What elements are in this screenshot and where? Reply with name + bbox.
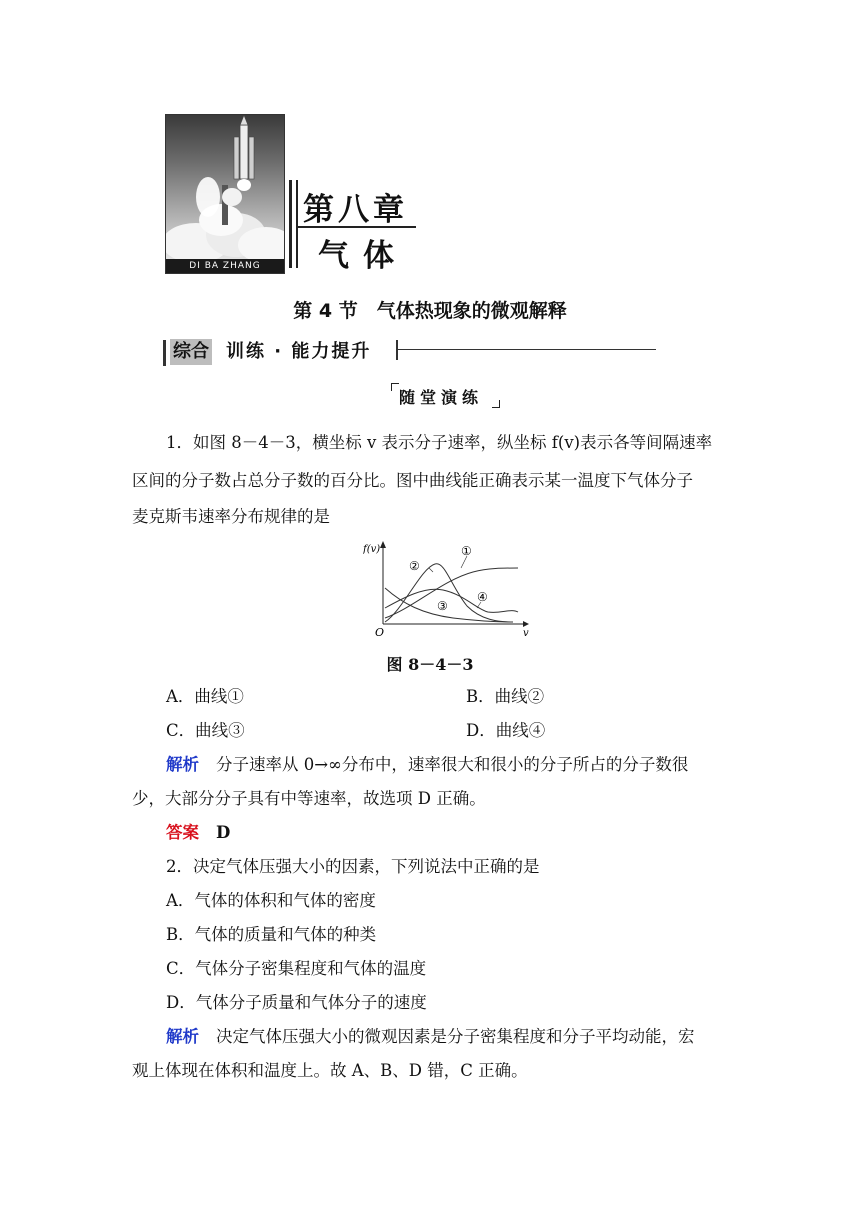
y-axis-label: f(v)	[363, 544, 381, 555]
q1-stem-line3: 麦克斯韦速率分布规律的是	[132, 507, 330, 526]
curve-3	[385, 588, 513, 622]
banner-text: 训练 · 能力提升	[226, 341, 372, 362]
banner-rule	[398, 349, 656, 350]
chapter-divider	[289, 180, 292, 268]
q1-stem-line2: 区间的分子数占总分子数的百分比。图中曲线能正确表示某一温度下气体分子	[132, 471, 693, 490]
q1-analysis-line2: 少，大部分分子具有中等速率，故选项 D 正确。	[132, 789, 486, 808]
chapter-title: 第八章	[303, 192, 408, 228]
q1-stem-line1: 1．如图 8－4－3，横坐标 v 表示分子速率，纵坐标 f(v)表示各等间隔速率	[166, 433, 713, 452]
y-axis-arrow	[380, 541, 386, 548]
q2-analysis-line1: 决定气体压强大小的微观因素是分子密集程度和分子平均动能，宏	[216, 1027, 695, 1046]
x-axis-arrow	[523, 621, 529, 627]
q1-option-d: D．曲线④	[466, 721, 546, 740]
rocket-launch-illustration	[166, 115, 284, 259]
q1-answer-label: 答案	[166, 823, 199, 842]
q2-option-c: C．气体分子密集程度和气体的温度	[166, 959, 427, 978]
curve-label-2: ②	[409, 559, 420, 573]
x-axis-label: v	[523, 628, 529, 639]
q1-analysis-line1: 分子速率从 0→∞分布中，速率很大和很小的分子所占的分子数很	[216, 755, 689, 774]
q2-stem: 2．决定气体压强大小的因素，下列说法中正确的是	[166, 857, 540, 876]
q2-option-d: D．气体分子质量和气体分子的速度	[166, 993, 427, 1012]
q1-option-c: C．曲线③	[166, 721, 245, 740]
curve-label-1: ①	[461, 544, 472, 558]
q1-option-a: A．曲线①	[166, 687, 244, 706]
chapter-divider	[296, 180, 298, 268]
speed-distribution-figure	[363, 538, 533, 642]
q1-analysis-label: 解析	[166, 755, 199, 774]
q2-option-a: A．气体的体积和气体的密度	[166, 891, 376, 910]
q2-option-b: B．气体的质量和气体的种类	[166, 925, 377, 944]
practice-label: 随堂演练	[399, 388, 484, 407]
q1-answer-value: D	[216, 823, 231, 842]
banner-rule-tick	[396, 340, 398, 360]
curve-4	[385, 589, 518, 612]
curve-label-3: ③	[437, 599, 448, 613]
q1-option-b: B．曲线②	[466, 687, 545, 706]
image-caption: DI BA ZHANG	[166, 259, 284, 273]
section-title: 第 4 节 气体热现象的微观解释	[293, 300, 567, 322]
q2-analysis-label: 解析	[166, 1027, 199, 1046]
curve-label-4: ④	[477, 590, 488, 604]
chapter-cover-image	[165, 114, 285, 274]
q2-analysis-line2: 观上体现在体积和温度上。故 A、B、D 错，C 正确。	[132, 1061, 528, 1080]
figure-caption: 图 8－4－3	[386, 655, 474, 674]
bracket-right	[492, 400, 500, 408]
banner-marker	[163, 340, 166, 366]
curve-2	[385, 564, 513, 622]
banner-tag: 综合	[170, 339, 212, 365]
origin-label: O	[375, 626, 385, 639]
chapter-subtitle: 气体	[318, 238, 408, 274]
